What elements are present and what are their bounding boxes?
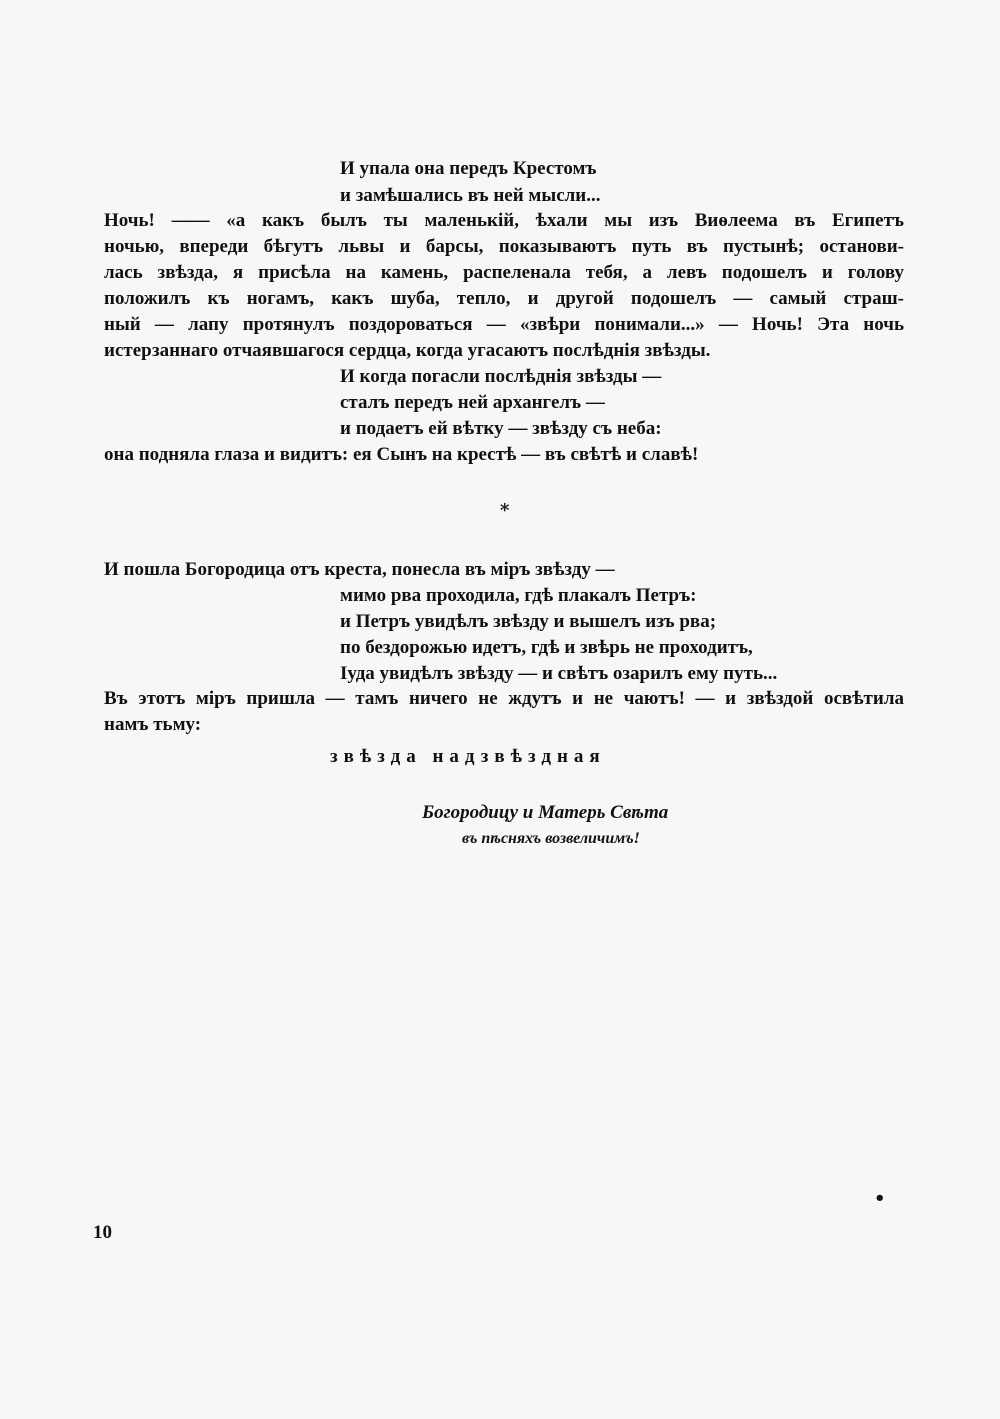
verse-line: И когда погасли послѣднія звѣзды —: [340, 366, 662, 387]
verse-line: И упала она передъ Крестомъ: [340, 158, 597, 179]
stray-mark: •: [874, 1188, 886, 1209]
section-separator: *: [500, 500, 510, 521]
closing-line: Богородицу и Матерь Свѣта: [422, 802, 669, 823]
verse-line: и подаетъ ей вѣтку — звѣзду съ неба:: [340, 418, 662, 439]
prose-line: истерзаннаго отчаявшагося сердца, когда угасаютъ послѣднія звѣзды.: [104, 340, 711, 361]
page-number: 10: [93, 1222, 112, 1243]
prose-line: И пошла Богородица отъ креста, понесла въ міръ звѣзду —: [104, 559, 615, 580]
verse-line: и Петръ увидѣлъ звѣзду и вышелъ изъ рва;: [340, 611, 717, 632]
verse-line: по бездорожью идетъ, гдѣ и звѣрь не проходитъ,: [340, 637, 753, 658]
prose-line: ночью, впереди бѣгутъ львы и барсы, показываютъ путь въ пустынѣ; останови-: [104, 236, 904, 257]
prose-line: ный — лапу протянулъ поздороваться — «звѣри понимали...» — Ночь! Эта ночь: [104, 314, 904, 335]
prose-line: она подняла глаза и видитъ: ея Сынъ на крестѣ — въ свѣтѣ и славѣ!: [104, 444, 699, 465]
prose-line: намъ тьму:: [104, 714, 202, 735]
prose-line: Въ этотъ міръ пришла — тамъ ничего не ждутъ и не чаютъ! — и звѣздой освѣтила: [104, 688, 904, 709]
verse-line: сталъ передъ ней архангелъ —: [340, 392, 605, 413]
closing-line: въ пѣсняхъ возвеличимъ!: [462, 830, 640, 847]
spaced-heading: звѣзда надзвѣздная: [330, 746, 606, 767]
verse-line: мимо рва проходила, гдѣ плакалъ Петръ:: [340, 585, 697, 606]
verse-line: Іуда увидѣлъ звѣзду — и свѣтъ озарилъ ему путь...: [340, 663, 778, 684]
verse-line: и замѣшались въ ней мысли...: [340, 185, 601, 206]
prose-line: положилъ къ ногамъ, какъ шуба, тепло, и другой подошелъ — самый страш-: [104, 288, 904, 309]
prose-line: лась звѣзда, я присѣла на камень, распеленала тебя, а левъ подошелъ и голову: [104, 262, 904, 283]
prose-line: Ночь! —— «а какъ былъ ты маленькій, ѣхали мы изъ Виѳлеема въ Египетъ: [104, 210, 904, 231]
